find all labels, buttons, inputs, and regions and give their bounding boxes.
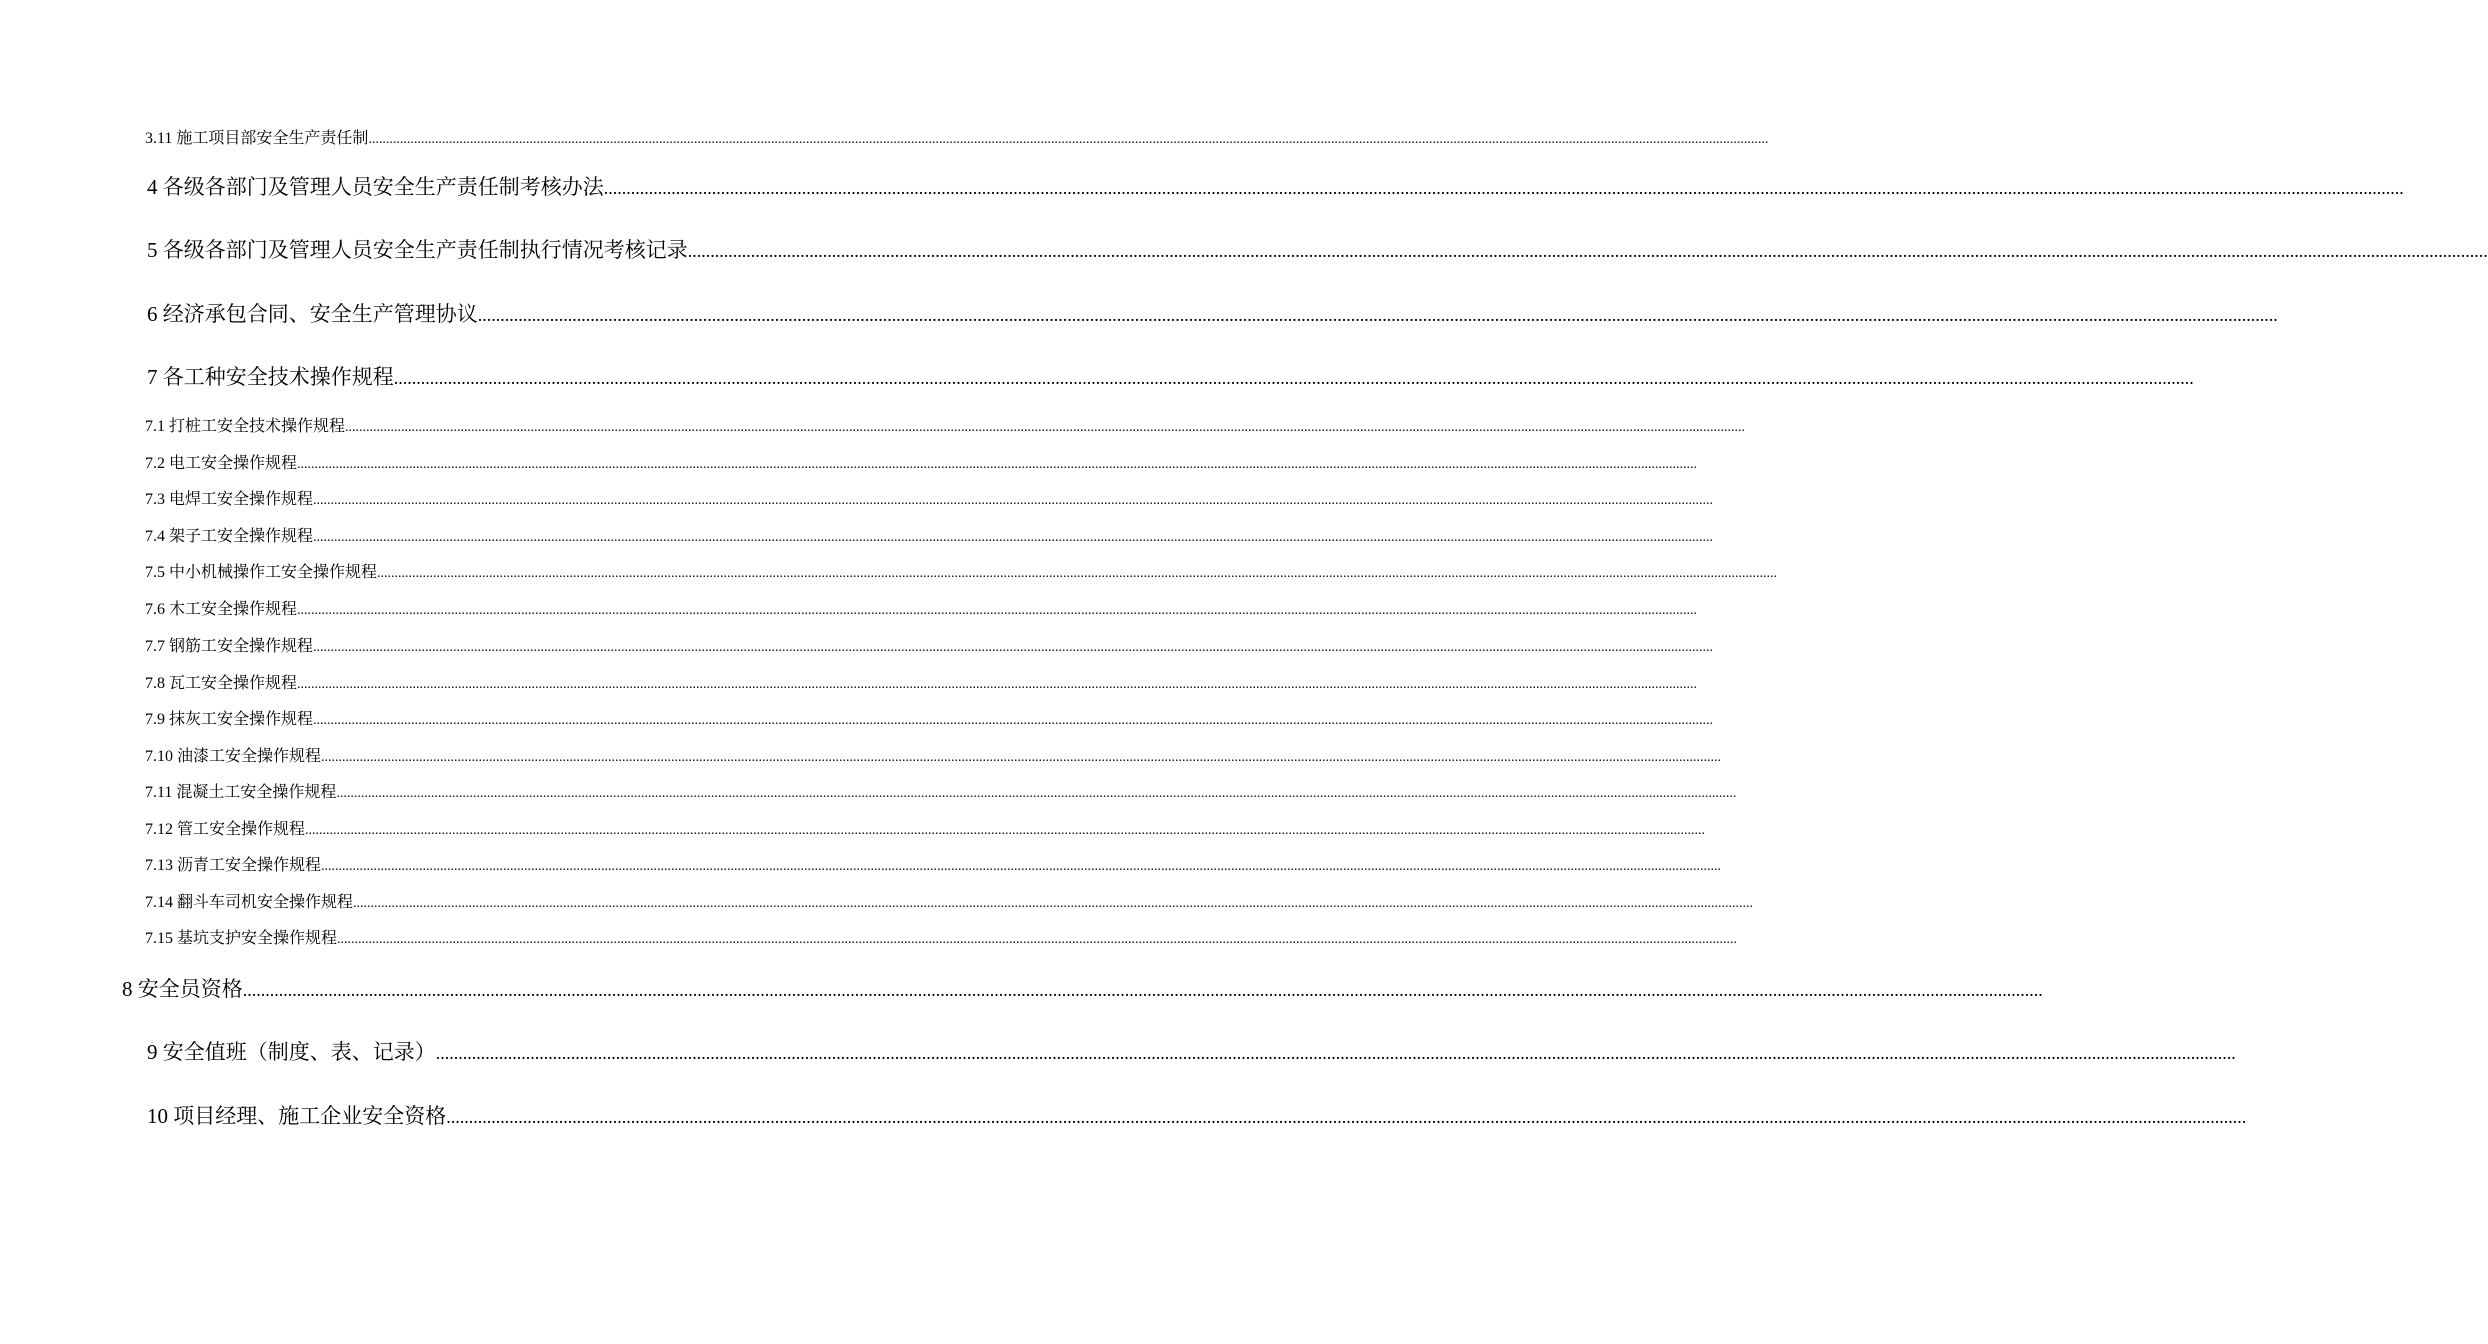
toc-entry-7[interactable]: [147, 362, 2194, 392]
toc-entry-label: 7.8 瓦工安全操作规程: [145, 675, 298, 692]
toc-entry-label: 7.14 翻斗车司机安全操作规程: [145, 894, 354, 911]
toc-entry-label: 7.9 抹灰工安全操作规程: [145, 711, 314, 728]
toc-entry-label: 10 项目经理、施工企业安全资格: [147, 1104, 447, 1128]
dot-leader: ................................................................................................................................................................................................................................................................................................................................................................................................................: [435, 1043, 2236, 1063]
toc-entry-label: 7 各工种安全技术操作规程: [147, 365, 394, 389]
dot-leader: ................................................................................................................................................................................................................................................................................................................................................................................................................: [345, 420, 1746, 435]
toc-entry-7-12[interactable]: [145, 819, 1706, 841]
toc-entry-9[interactable]: [147, 1037, 2236, 1067]
dot-leader: ................................................................................................................................................................................................................................................................................................................................................................................................................: [446, 1107, 2247, 1127]
toc-entry-label: 5 各级各部门及管理人员安全生产责任制执行情况考核记录: [147, 238, 688, 262]
dot-leader: ................................................................................................................................................................................................................................................................................................................................................................................................................: [368, 132, 1769, 147]
toc-entry-6[interactable]: [147, 299, 2278, 329]
toc-entry-7-6[interactable]: [145, 599, 1698, 621]
toc-entry-8[interactable]: [122, 974, 2043, 1004]
toc-entry-4[interactable]: [147, 172, 2404, 202]
toc-entry-7-5[interactable]: [145, 562, 1778, 584]
toc-entry-label: 7.15 基坑支护安全操作规程: [145, 930, 338, 947]
toc-entry-label: 9 安全值班（制度、表、记录）: [147, 1040, 436, 1064]
toc-entry-label: 7.10 油漆工安全操作规程: [145, 748, 322, 765]
toc-entry-label: 7.5 中小机械操作工安全操作规程: [145, 564, 378, 581]
dot-leader: ................................................................................................................................................................................................................................................................................................................................................................................................................: [297, 457, 1698, 472]
dot-leader: ................................................................................................................................................................................................................................................................................................................................................................................................................: [377, 566, 1778, 581]
toc-entry-3-11[interactable]: [145, 128, 1769, 150]
toc-entry-7-7[interactable]: [145, 636, 1714, 658]
toc-entry-7-4[interactable]: [145, 526, 1714, 548]
toc-entry-label: 8 安全员资格: [122, 977, 243, 1001]
toc-entry-label: 6 经济承包合同、安全生产管理协议: [147, 302, 478, 326]
toc-entry-10[interactable]: [147, 1101, 2247, 1131]
toc-entry-5[interactable]: [147, 235, 2488, 265]
toc-entry-label: 7.3 电焊工安全操作规程: [145, 491, 314, 508]
toc-entry-7-13[interactable]: [145, 855, 1722, 877]
dot-leader: ................................................................................................................................................................................................................................................................................................................................................................................................................: [313, 713, 1714, 728]
toc-entry-label: 7.13 沥青工安全操作规程: [145, 857, 322, 874]
dot-leader: ................................................................................................................................................................................................................................................................................................................................................................................................................: [603, 178, 2404, 198]
dot-leader: ................................................................................................................................................................................................................................................................................................................................................................................................................: [321, 859, 1722, 874]
toc-entry-label: 7.7 钢筋工安全操作规程: [145, 638, 314, 655]
dot-leader: ................................................................................................................................................................................................................................................................................................................................................................................................................: [297, 603, 1698, 618]
toc-entry-label: 7.12 管工安全操作规程: [145, 821, 306, 838]
toc-entry-7-1[interactable]: [145, 416, 1746, 438]
dot-leader: ................................................................................................................................................................................................................................................................................................................................................................................................................: [687, 241, 2488, 261]
dot-leader: ................................................................................................................................................................................................................................................................................................................................................................................................................: [353, 896, 1754, 911]
toc-entry-7-10[interactable]: [145, 746, 1722, 768]
dot-leader: ................................................................................................................................................................................................................................................................................................................................................................................................................: [297, 677, 1698, 692]
dot-leader: ................................................................................................................................................................................................................................................................................................................................................................................................................: [336, 786, 1737, 801]
dot-leader: ................................................................................................................................................................................................................................................................................................................................................................................................................: [321, 750, 1722, 765]
toc-entry-7-14[interactable]: [145, 892, 1754, 914]
toc-entry-label: 7.6 木工安全操作规程: [145, 601, 298, 618]
toc-entry-7-11[interactable]: [145, 782, 1737, 804]
dot-leader: ................................................................................................................................................................................................................................................................................................................................................................................................................: [242, 980, 2043, 1000]
dot-leader: ................................................................................................................................................................................................................................................................................................................................................................................................................: [337, 932, 1738, 947]
toc-entry-7-3[interactable]: [145, 489, 1714, 511]
toc-entry-label: 7.11 混凝土工安全操作规程: [145, 784, 337, 801]
toc-entry-label: 7.1 打桩工安全技术操作规程: [145, 418, 346, 435]
dot-leader: ................................................................................................................................................................................................................................................................................................................................................................................................................: [313, 530, 1714, 545]
toc-entry-label: 3.11 施工项目部安全生产责任制: [145, 130, 369, 147]
toc-entry-7-8[interactable]: [145, 673, 1698, 695]
toc-entry-label: 7.4 架子工安全操作规程: [145, 528, 314, 545]
dot-leader: ................................................................................................................................................................................................................................................................................................................................................................................................................: [393, 368, 2194, 388]
toc-entry-7-15[interactable]: [145, 928, 1738, 950]
toc-entry-label: 4 各级各部门及管理人员安全生产责任制考核办法: [147, 175, 604, 199]
toc-entry-label: 7.2 电工安全操作规程: [145, 455, 298, 472]
toc-entry-7-2[interactable]: [145, 453, 1698, 475]
toc-entry-7-9[interactable]: [145, 709, 1714, 731]
dot-leader: ................................................................................................................................................................................................................................................................................................................................................................................................................: [477, 305, 2278, 325]
dot-leader: ................................................................................................................................................................................................................................................................................................................................................................................................................: [313, 640, 1714, 655]
dot-leader: ................................................................................................................................................................................................................................................................................................................................................................................................................: [305, 823, 1706, 838]
dot-leader: ................................................................................................................................................................................................................................................................................................................................................................................................................: [313, 493, 1714, 508]
